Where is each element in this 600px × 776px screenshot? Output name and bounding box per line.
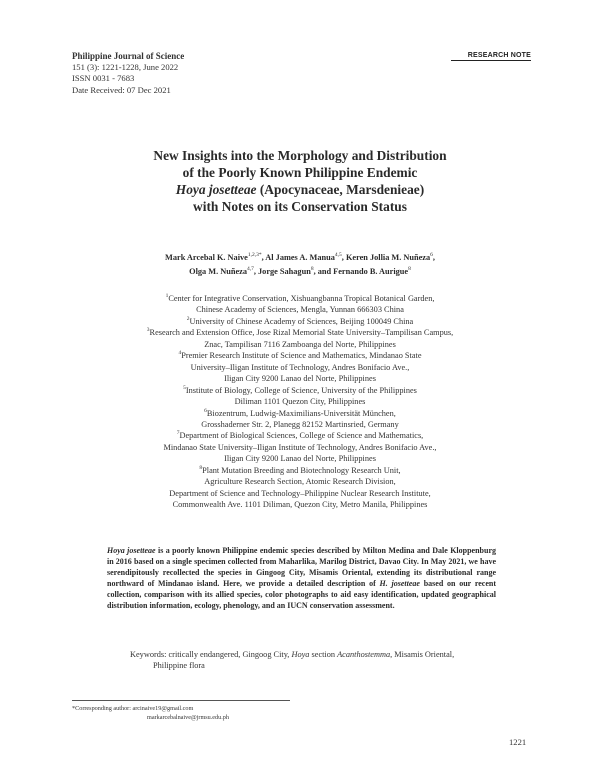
research-note-badge: RESEARCH NOTE (451, 52, 531, 61)
affiliation-line: $^6$Biozentrum, Ludwig-Maximilians-Universität München, (204, 407, 396, 418)
author: Keren Jollia M. Nuñeza$^6$ (345, 252, 433, 262)
author-list: Mark Arcebal K. Naive$^{1,2,3*}$, Al James A. Manua$^{4,5}$, Keren Jollia M. Nuñeza$^6$, Olga M. Nuñeza$^{4,7}$, Jorge Sahagun$^8$, and Fernando B. Aurigue$^8$ (165, 252, 435, 276)
paper-title (60, 147, 540, 215)
author: Olga M. Nuñeza$^{4,7}$ (189, 266, 254, 276)
affiliation-line: $^8$Plant Mutation Breeding and Biotechnology Research Unit, (199, 465, 401, 475)
keywords-continued: Philippine flora (153, 661, 205, 671)
keywords: Keywords: critically endangered, Gingoog City, Hoya section Acanthostemma, Misamis Oriental, Philippine flora (130, 649, 510, 672)
footnote-divider (72, 700, 290, 701)
affiliation-line: Znac, Tampilisan 7116 Zamboanga del Norte, Philippines (204, 339, 396, 349)
journal-issn: ISSN 0031 - 7683 (72, 73, 135, 84)
affiliation-line: Iligan City 9200 Lanao del Norte, Philippines (224, 454, 376, 464)
affiliation-line: $^1$Center for Integrative Conservation, Xishuangbanna Tropical Botanical Garden, (165, 293, 435, 303)
journal-header (72, 51, 184, 96)
title-line-2: of the Poorly Known Philippine Endemic (182, 165, 418, 180)
title-family: (Apocynaceae, Marsdenieae) (256, 182, 425, 197)
journal-volume: 151 (3): 1221-1228, June 2022 (72, 62, 179, 73)
date-received: Date Received: 07 Dec 2021 (72, 84, 171, 95)
affiliation-line: $^7$Department of Biological Sciences, College of Science and Mathematics, (176, 430, 424, 441)
affiliation-line: $^4$Premier Research Institute of Science and Mathematics, Mindanao State (178, 350, 422, 361)
affiliation-line: Chinese Academy of Sciences, Mengla, Yunnan 666303 China (196, 305, 404, 315)
journal-name: Philippine Journal of Science (72, 51, 185, 61)
title-line-1: New Insights into the Morphology and Distribution (153, 148, 447, 163)
corresponding-author-footnote (72, 704, 229, 722)
affiliation-line: Grosshaderner Str. 2, Planegg 82152 Martinsried, Germany (201, 419, 399, 429)
abstract-species: Hoya josetteae (107, 546, 156, 555)
affiliations (100, 293, 500, 511)
author: Al James A. Manua$^{4,5}$ (265, 252, 342, 262)
affiliation-line: Commonwealth Ave. 1101 Diliman, Quezon City, Metro Manila, Philippines (172, 500, 428, 510)
page-number: 1221 (509, 737, 527, 747)
affiliation-line: Diliman 1101 Quezon City, Philippines (234, 397, 366, 407)
affiliation-line: Agriculture Research Section, Atomic Research Division, (204, 477, 396, 487)
affiliation-line: $^2$University of Chinese Academy of Sciences, Beijing 100049 China (186, 316, 414, 326)
title-line-3 (60, 181, 540, 198)
keywords-label: Keywords: (130, 650, 167, 659)
abstract-species-abbrev: H. josetteae (379, 579, 420, 589)
affiliation-line: $^3$Research and Extension Office, Jose Rizal Memorial State University–Tampilisan Campus, (146, 327, 454, 338)
author: Jorge Sahagun$^8$ (258, 266, 314, 276)
affiliation-line: Department of Science and Technology–Philippine Nuclear Research Institute, (169, 488, 431, 498)
affiliation-line: Mindanao State University–Iligan Institute of Technology, Andres Bonifacio Ave., (163, 442, 437, 452)
affiliation-line: Iligan City 9200 Lanao del Norte, Philippines (224, 374, 376, 384)
title-species: Hoya josetteae (175, 182, 257, 197)
author: Fernando B. Aurigue$^8$ (333, 266, 411, 276)
abstract: Hoya josetteae is a poorly known Philippine endemic species described by Milton Medina and Dale Kloppenburg in 2016 based on a single specimen collected from Maharlika, Marilog District, Davao City. In May 2021, we have serendipitously recollected the species in Gingoog City, Misamis Oriental, extending its distributional range northward of Mindanao island. Here, we provide a detailed description of H. josetteae based on our recent collection, comparison with its allied species, color photographs to aid easy identification, updated geographical distribution information, ecology, phenology, and an IUCN conservation assessment. (107, 546, 497, 611)
footnote-line-1: *Corresponding author: arcinaive19@gmail.com (72, 705, 194, 712)
author: Mark Arcebal K. Naive$^{1,2,3*}$ (165, 252, 262, 262)
title-line-4: with Notes on its Conservation Status (193, 199, 407, 214)
footnote-line-2: markarcebalnaive@jrmsu.edu.ph (147, 714, 229, 721)
affiliation-line: $^5$Institute of Biology, College of Science, University of the Philippines (183, 384, 417, 395)
affiliation-line: University–Iligan Institute of Technology, Andres Bonifacio Ave., (190, 362, 410, 372)
